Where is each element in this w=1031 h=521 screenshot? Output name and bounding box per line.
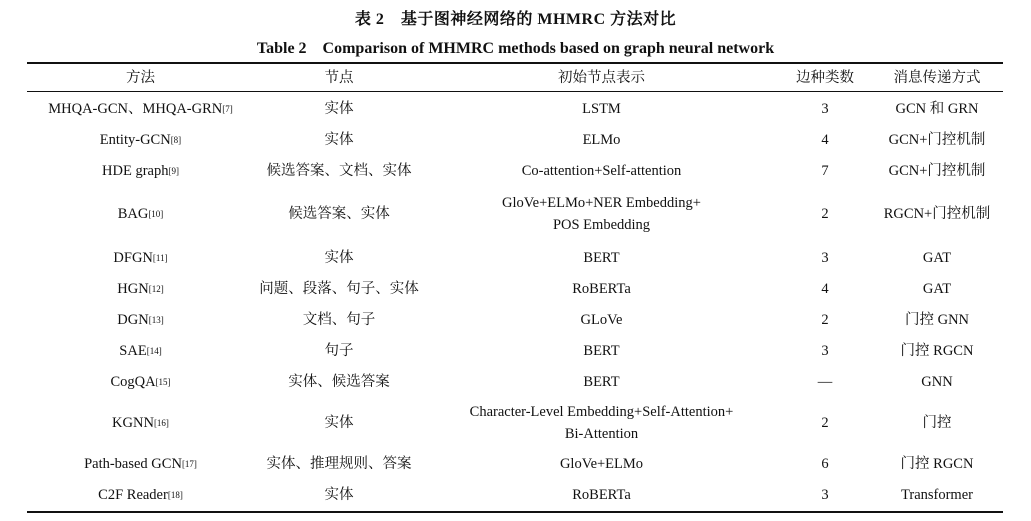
cell-edge-count: 2 <box>821 311 829 328</box>
cell-message-passing: GAT <box>922 249 952 266</box>
representation-lines <box>522 160 682 182</box>
cell-method: Entity-GCN [8] <box>27 124 254 155</box>
cell-nodes: 实体、推理规则、答案 <box>266 455 412 472</box>
cell-method: KGNN [16] <box>27 397 254 448</box>
cell-initial-representation <box>424 273 779 304</box>
method-name: SAE <box>119 342 147 359</box>
cell-nodes: 候选答案、实体 <box>288 206 390 222</box>
cell-message-passing: GCN 和 GRN <box>895 100 979 117</box>
representation-lines <box>582 98 621 120</box>
cell-nodes: 句子 <box>324 342 354 359</box>
table-caption-english: Table 2 Comparison of MHMRC methods based on graph neural network <box>256 40 775 57</box>
cell-initial-representation <box>424 335 779 366</box>
method-name: HDE graph <box>102 162 169 179</box>
cell-method: DFGN [11] <box>27 242 254 273</box>
cell-method: HGN [12] <box>27 273 254 304</box>
representation-lines <box>583 247 619 269</box>
representation-line: Bi-Attention <box>564 425 639 442</box>
representation-line: GloVe+ELMo <box>559 455 644 472</box>
method-name: C2F Reader <box>98 486 168 503</box>
cell-nodes: 实体 <box>324 100 354 117</box>
cell-method: DGN [13] <box>27 304 254 335</box>
representation-lines <box>572 484 631 506</box>
table-body <box>27 93 1003 510</box>
method-name: DFGN <box>113 249 153 266</box>
representation-line: GLoVe <box>580 311 623 328</box>
cell-edge-count: 7 <box>821 162 829 179</box>
representation-line: LSTM <box>582 100 621 117</box>
cell-message-passing: 门控 RGCN <box>900 342 974 359</box>
cell-message-passing: GNN <box>921 373 953 390</box>
cell-method: Path-based GCN [17] <box>27 448 254 479</box>
cell-initial-representation <box>424 242 779 273</box>
cell-edge-count: 3 <box>821 249 829 266</box>
cell-method: CogQA [15] <box>27 366 254 397</box>
representation-line: Character-Level Embedding+Self-Attention+ <box>469 403 734 420</box>
bottom-rule <box>27 511 1003 513</box>
representation-line: RoBERTa <box>572 486 631 503</box>
cell-message-passing: GCN+门控机制 <box>888 162 986 179</box>
cell-nodes: 实体 <box>324 414 354 431</box>
cell-edge-count: 2 <box>821 414 829 431</box>
cell-nodes: 实体 <box>324 131 354 148</box>
representation-line: RoBERTa <box>572 280 631 297</box>
method-name: KGNN <box>112 414 154 431</box>
representation-lines <box>470 401 734 445</box>
cell-message-passing: GCN+门控机制 <box>888 131 986 148</box>
cell-initial-representation <box>424 304 779 335</box>
cell-edge-count: 3 <box>821 486 829 503</box>
cell-message-passing: Transformer <box>901 486 973 503</box>
cell-nodes: 候选答案、文档、实体 <box>266 162 412 179</box>
header-rule <box>27 91 1003 92</box>
cell-message-passing: 门控 RGCN <box>900 455 974 472</box>
cell-edge-count: 4 <box>821 131 829 148</box>
cell-message-passing: RGCN+门控机制 <box>883 206 991 222</box>
representation-line: ELMo <box>582 131 621 148</box>
representation-lines <box>572 278 631 300</box>
cell-method: MHQA-GCN、MHQA-GRN [7] <box>27 93 254 124</box>
representation-lines <box>581 309 623 331</box>
header-message-passing: 消息传递方式 <box>893 69 981 86</box>
representation-line: BERT <box>583 249 620 266</box>
cell-nodes: 问题、段落、句子、实体 <box>259 280 419 297</box>
cell-initial-representation <box>424 186 779 242</box>
cell-initial-representation <box>424 366 779 397</box>
cell-message-passing: 门控 GNN <box>904 311 970 328</box>
cell-message-passing: GAT <box>922 280 952 297</box>
cell-edge-count: 4 <box>821 280 829 297</box>
cell-nodes: 实体 <box>324 249 354 266</box>
table-header <box>27 64 1003 91</box>
cell-method: BAG [10] <box>27 186 254 242</box>
method-name: CogQA <box>110 373 156 390</box>
method-name: Path-based GCN <box>84 455 182 472</box>
cell-nodes: 实体 <box>324 486 354 503</box>
cell-method: C2F Reader [18] <box>27 479 254 510</box>
cell-nodes: 文档、句子 <box>302 311 376 328</box>
representation-line: Co-attention+Self-attention <box>521 162 682 179</box>
representation-lines <box>560 453 643 475</box>
cell-initial-representation <box>424 124 779 155</box>
method-name: HGN <box>117 280 149 297</box>
cell-edge-count: 3 <box>821 342 829 359</box>
cell-initial-representation <box>424 93 779 124</box>
cell-initial-representation <box>424 448 779 479</box>
cell-initial-representation <box>424 155 779 186</box>
cell-edge-count: 6 <box>821 455 829 472</box>
header-edge-type-count: 边种类数 <box>796 69 854 86</box>
header-nodes: 节点 <box>324 69 354 86</box>
cell-edge-count: 2 <box>821 206 829 222</box>
representation-lines <box>583 129 621 151</box>
cell-method: HDE graph [9] <box>27 155 254 186</box>
cell-edge-count: 3 <box>821 100 829 117</box>
table-caption-chinese: 表 2 基于图神经网络的 MHMRC 方法对比 <box>354 11 677 28</box>
representation-line: BERT <box>583 373 620 390</box>
method-name: BAG <box>117 206 149 222</box>
cell-initial-representation <box>424 479 779 510</box>
cell-initial-representation <box>424 397 779 448</box>
method-name: DGN <box>117 311 149 328</box>
representation-line: GloVe+ELMo+NER Embedding+ <box>502 195 701 211</box>
cell-message-passing: 门控 <box>922 414 952 431</box>
header-method: 方法 <box>126 69 155 86</box>
representation-lines <box>502 192 701 236</box>
representation-line: BERT <box>583 342 620 359</box>
cell-method: SAE [14] <box>27 335 254 366</box>
method-name: Entity-GCN <box>99 131 171 148</box>
method-name: MHQA-GCN、MHQA-GRN <box>48 100 223 117</box>
representation-lines <box>583 371 619 393</box>
cell-nodes: 实体、候选答案 <box>288 373 390 390</box>
cell-edge-count: — <box>817 373 833 390</box>
representation-line: POS Embedding <box>552 217 651 233</box>
representation-lines <box>583 340 619 362</box>
header-initial-node-representation: 初始节点表示 <box>558 69 645 86</box>
